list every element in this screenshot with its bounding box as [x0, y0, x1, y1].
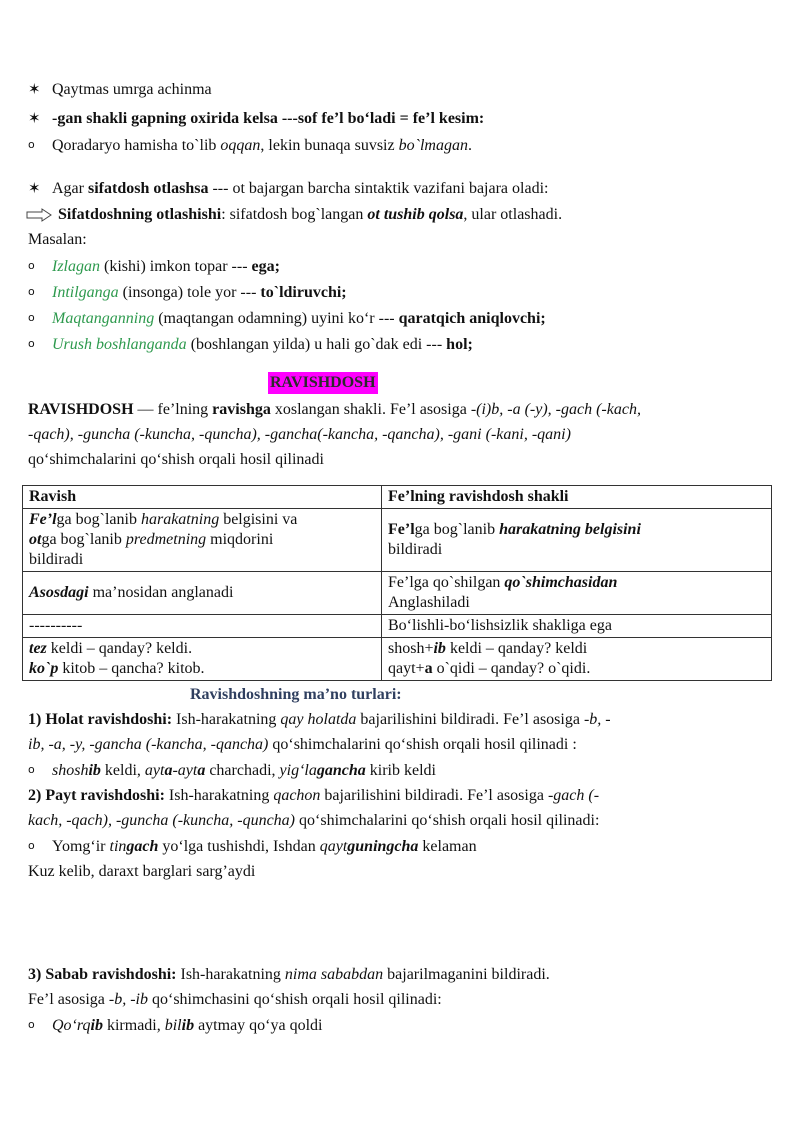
example-item-3: o Maqtanganning (maqtangan odamning) uyini ko‘r --- qaratqich aniqlovchi; — [28, 310, 546, 327]
table-cell: Bo‘lishli-bo‘lishsizlik shakliga ega — [382, 615, 772, 638]
table-cell: shosh+ib keldi – qanday? keldi qayt+a o`qidi – qanday? o`qidi. — [382, 638, 772, 681]
section-heading: RAVISHDOSH — [268, 372, 378, 394]
table-cell: ---------- — [23, 615, 382, 638]
table-row — [23, 638, 772, 681]
table-cell: tez keldi – qanday? keldi. ko`p kitob – qancha? kitob. — [23, 638, 382, 681]
arrow-line: Sifatdoshning otlashishi: sifatdosh bog`langan ot tushib qolsa, ular otlashadi. — [26, 205, 760, 225]
table-row — [23, 615, 772, 638]
table-cell: Fe’lga bog`lanib harakatning belgisini va otga bog`lanib predmetning miqdorini bildiradi — [23, 509, 382, 572]
definition-line-1: RAVISHDOSH — fe’lning ravishga xoslangan shakli. Fe’l asosiga -(i)b, -a (-y), -gach (-kach, — [28, 401, 641, 418]
bullet-line-3: ✶ Agar sifatdosh otlashsa --- ot bajargan barcha sintaktik vazifani bajara oladi: — [28, 180, 549, 197]
holat-line-2: ib, -a, -y, -gancha (-kancha, -qancha) qo‘shimchalarini qo‘shish orqali hosil qilinadi : — [28, 736, 577, 753]
subsection-heading: Ravishdoshning ma’no turlari: — [190, 686, 402, 703]
table-cell: Asosdagi ma’nosidan anglanadi — [23, 572, 382, 615]
sabab-example: o Qo‘rqib kirmadi, bilib aytmay qo‘ya qoldi — [28, 1017, 323, 1034]
payt-line-2: kach, -qach), -guncha (-kuncha, -quncha) qo‘shimchalarini qo‘shish orqali hosil qilinadi: — [28, 812, 600, 829]
table-row — [23, 509, 772, 572]
asterisk-bullet-icon: ✶ — [28, 111, 41, 127]
payt-line-1: 2) Payt ravishdoshi: Ish-harakatning qachon bajarilishini bildiradi. Fe’l asosiga -gach (- — [28, 787, 600, 804]
table-cell: Fe’lga qo`shilgan qo`shimchasidan Anglashiladi — [382, 572, 772, 615]
holat-line-1: 1) Holat ravishdoshi: Ish-harakatning qay holatda bajarilishini bildiradi. Fe’l asosiga -b, - — [28, 711, 611, 728]
example-item-1: o Izlagan (kishi) imkon topar --- ega; — [28, 258, 280, 275]
table-header-cell: Fe’lning ravishdosh shakli — [382, 486, 772, 509]
asterisk-bullet-icon: ✶ — [28, 181, 41, 197]
circle-bullet-icon: o — [28, 337, 35, 350]
circle-bullet-icon: o — [28, 259, 35, 272]
table-row — [23, 572, 772, 615]
table-header-cell: Ravish — [23, 486, 382, 509]
circle-bullet-icon: o — [28, 138, 35, 151]
example-item-4: o Urush boshlanganda (boshlangan yilda) u hali go`dak edi --- hol; — [28, 336, 473, 353]
example-line-1: o Qoradaryo hamisha to`lib oqqan, lekin bunaqa suvsiz bo`lmagan. — [28, 137, 472, 154]
payt-example: o Yomg‘ir tingach yo‘lga tushishdi, Ishdan qaytguningcha kelaman — [28, 838, 477, 855]
masalan-label: Masalan: — [28, 231, 87, 248]
holat-example: o shoshib keldi, ayta-ayta charchadi, yig‘lagancha kirib keldi — [28, 762, 436, 779]
sabab-line-2: Fe’l asosiga -b, -ib qo‘shimchasini qo‘shish orqali hosil qilinadi: — [28, 991, 442, 1008]
definition-line-3: qo‘shimchalarini qo‘shish orqali hosil qilinadi — [28, 451, 324, 468]
sabab-line-1: 3) Sabab ravishdoshi: Ish-harakatning nima sababdan bajarilmaganini bildiradi. — [28, 966, 550, 983]
table-cell: Fe’lga bog`lanib harakatning belgisini bildiradi — [382, 509, 772, 572]
bullet-line-2: ✶ -gan shakli gapning oxirida kelsa ---sof fe’l bo‘ladi = fe’l kesim: — [28, 110, 485, 127]
example-item-2: o Intilganga (insonga) tole yor --- to`ldiruvchi; — [28, 284, 347, 301]
comparison-table — [22, 485, 772, 681]
payt-example-2: Kuz kelib, daraxt barglari sarg’aydi — [28, 863, 256, 880]
circle-bullet-icon: o — [28, 285, 35, 298]
table-header-row — [23, 486, 772, 509]
bullet-line-1: ✶ Qaytmas umrga achinma — [28, 81, 212, 98]
circle-bullet-icon: o — [28, 763, 35, 776]
circle-bullet-icon: o — [28, 839, 35, 852]
circle-bullet-icon: o — [28, 1018, 35, 1031]
right-arrow-icon — [26, 208, 52, 222]
definition-line-2: -qach), -guncha (-kuncha, -quncha), -gancha(-kancha, -qancha), -gani (-kani, -qani) — [28, 426, 571, 443]
asterisk-bullet-icon: ✶ — [28, 82, 41, 98]
circle-bullet-icon: o — [28, 311, 35, 324]
